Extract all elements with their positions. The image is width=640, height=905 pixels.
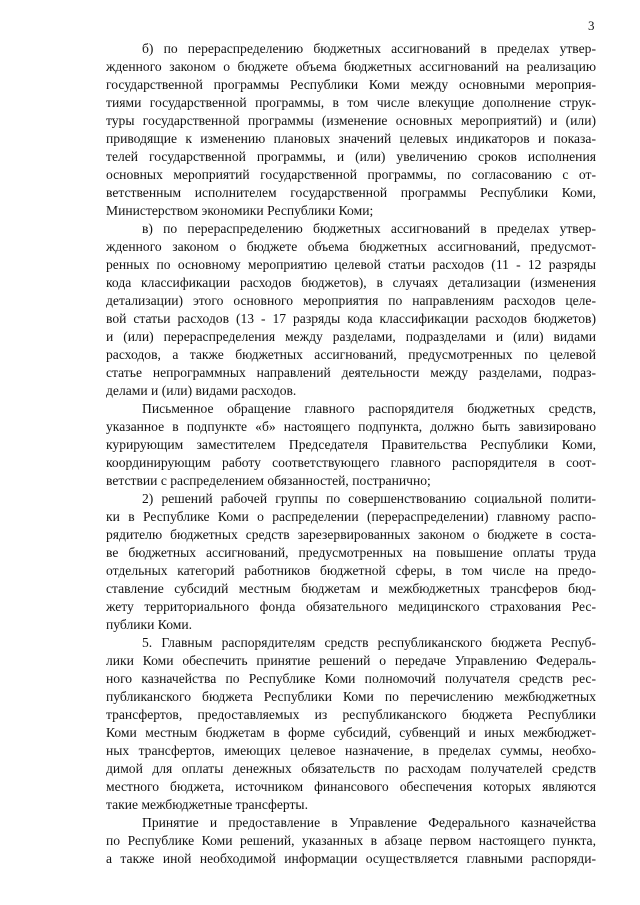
paragraph-item-5 <box>106 634 596 814</box>
text-line: жету территориального фонда обязательного медицинского страхования Рес- <box>106 599 596 614</box>
text-line: ных трансфертов, имеющих целевое назначение, в пределах суммы, необхо- <box>106 743 596 758</box>
text-line: делами и (или) видами расходов. <box>106 383 297 398</box>
text-line: туры государственной программы (изменение основных мероприятий) и (или) <box>106 113 596 128</box>
text-line: рядителю бюджетных средств зарезервированных законом о бюджете в соста- <box>106 527 596 542</box>
text-line: жденного законом о бюджете объема бюджетных ассигнований, предусмот- <box>106 239 596 254</box>
text-line: по Республике Коми решений, указанных в абзаце первом настоящего пункта, <box>106 833 596 848</box>
text-line: курирующим заместителем Председателя Правительства Республики Коми, <box>106 437 596 452</box>
text-line: кода классификации расходов бюджетов), в случаях детализации (изменения <box>106 275 596 290</box>
text-line: местного бюджета, источником финансового обеспечения которых являются <box>106 779 596 794</box>
text-line: расходов, а также бюджетных ассигнований, предусмотренных по целевой <box>106 347 596 362</box>
paragraph-item-2 <box>106 490 596 634</box>
text-line: 2) решений рабочей группы по совершенствованию социальной полити- <box>142 491 596 506</box>
text-line: 5. Главным распорядителям средств республиканского бюджета Респуб- <box>142 635 596 650</box>
text-line: основных мероприятий государственной программы, по согласованию с от- <box>106 167 596 182</box>
text-line: лики Коми обеспечить принятие решений о передаче Управлению Федераль- <box>106 653 596 668</box>
text-line: Письменное обращение главного распорядителя бюджетных средств, <box>142 401 596 416</box>
text-line: тиями государственной программы, в том числе влекущие дополнение струк- <box>106 95 596 110</box>
text-line: указанное в подпункте «б» настоящего подпункта, должно быть завизировано <box>106 419 596 434</box>
text-line: б) по перераспределению бюджетных ассигнований в пределах утвер- <box>142 41 596 56</box>
text-line: Коми местным бюджетам в форме субсидий, субвенций и иных межбюджет- <box>106 725 596 740</box>
text-line: ставление субсидий местным бюджетам и межбюджетных трансферов бюд- <box>106 581 596 596</box>
text-line: ве бюджетных ассигнований, предусмотренных на повышение оплаты труда <box>106 545 596 560</box>
text-line: вой статьи расходов (13 - 17 разряды кода классификации расходов бюджетов) <box>106 311 596 326</box>
document-body <box>106 40 596 868</box>
paragraph-acceptance <box>106 814 596 868</box>
text-line: такие межбюджетные трансферты. <box>106 797 308 812</box>
text-line: телей государственной программы, и (или) увеличению сроков исполнения <box>106 149 596 164</box>
page-number: 3 <box>588 18 595 33</box>
text-line: димой для оплаты денежных обязательств по расходам получателей средств <box>106 761 596 776</box>
text-line: приводящие к изменению плановых значений целевых индикаторов и показа- <box>106 131 596 146</box>
text-line: публики Коми. <box>106 617 193 632</box>
text-line: ренных по основному мероприятию целевой статьи расходов (11 - 12 разряды <box>106 257 596 272</box>
text-line: детализации) этого основного мероприятия по направлениям расходов целе- <box>106 293 596 308</box>
text-line: государственной программы Республики Коми между основными мероприя- <box>106 77 596 92</box>
text-line: в) по перераспределению бюджетных ассигнований в пределах утвер- <box>142 221 596 236</box>
text-line: Принятие и предоставление в Управление Федерального казначейства <box>142 815 596 830</box>
text-line: отдельных категорий работников бюджетной сферы, в том числе на предо- <box>106 563 596 578</box>
text-line: ки в Республике Коми о распределении (перераспределении) главному распо- <box>106 509 596 524</box>
paragraph-written-appeal <box>106 400 596 490</box>
text-line: трансфертов, предоставляемых из республиканского бюджета Республики <box>106 707 596 722</box>
text-line: ветственным исполнителем государственной программы Республики Коми, <box>106 185 596 200</box>
text-line: публиканского бюджета Республики Коми по перечислению межбюджетных <box>106 689 596 704</box>
text-line: ного казначейства по Республике Коми полномочий получателя средств рес- <box>106 671 596 686</box>
paragraph-subitem-v <box>106 220 596 400</box>
text-line: жденного законом о бюджете объема бюджетных ассигнований на реализацию <box>106 59 596 74</box>
text-line: координирующим работу соответствующего главного распорядителя в соот- <box>106 455 596 470</box>
text-line: ветствии с распределением обязанностей, постранично; <box>106 473 431 488</box>
text-line: и (или) перераспределения между разделами, подразделами и (или) видами <box>106 329 596 344</box>
paragraph-subitem-b <box>106 40 596 220</box>
text-line: Министерством экономики Республики Коми; <box>106 203 374 218</box>
text-line: а также иной необходимой информации осуществляется главными распоряди- <box>106 851 596 866</box>
text-line: статье непрограммных направлений деятельности между разделами, подраз- <box>106 365 596 380</box>
